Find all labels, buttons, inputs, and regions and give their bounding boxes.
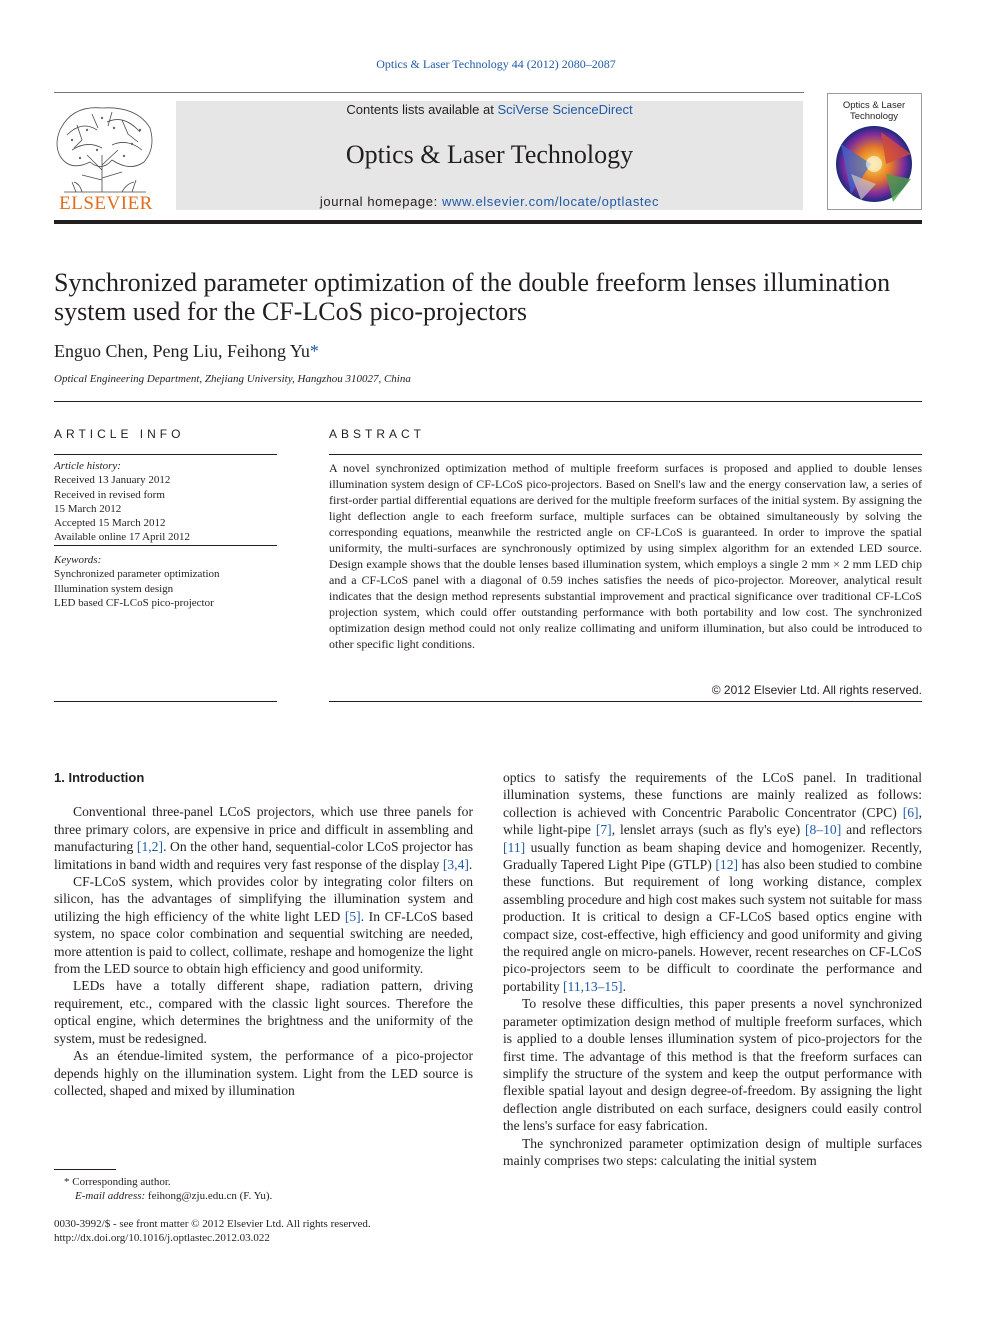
corresponding-author-mark[interactable]: * (309, 341, 319, 361)
body-paragraph (503, 769, 922, 995)
author-names: Enguo Chen, Peng Liu, Feihong Yu (54, 341, 310, 361)
homepage-line (176, 194, 803, 209)
paragraph-text: usually function as beam shaping device and homogenizer. Recently, Gradually Tapered Light Pipe (GTLP) (503, 839, 922, 873)
citation-link[interactable]: [12] (715, 857, 739, 873)
keywords-label: Keywords: (54, 554, 102, 566)
body-paragraph (54, 873, 473, 977)
article-info-rule-bottom (54, 701, 277, 702)
header-top-rule (54, 92, 804, 93)
article-info-rule-top (54, 454, 277, 455)
section-heading: 1. Introduction (54, 770, 145, 785)
body-paragraph (503, 995, 922, 1134)
paragraph-text: , while light-pipe (503, 804, 922, 838)
body-paragraph (54, 1047, 473, 1099)
history-item: 15 March 2012 (54, 502, 122, 515)
corresponding-footnote: * Corresponding author. (64, 1176, 171, 1188)
citation-link[interactable]: [11,13–15] (563, 978, 623, 994)
paragraph-text: The synchronized parameter optimization design of multiple surfaces mainly comprises two steps: calculating the initial system (503, 1135, 922, 1168)
keyword-item: LED based CF-LCoS pico-projector (54, 596, 214, 609)
email-value[interactable]: feihong@zju.edu.cn (F. Yu). (145, 1190, 273, 1202)
paragraph-text: CF-LCoS system, which provides color by integrating color filters on silicon, has the advantages of simplifying the illumination system and utilizing the high efficiency of the white light LED (54, 874, 473, 924)
authors (54, 341, 319, 362)
citation-link[interactable]: [3,4] (442, 856, 469, 872)
header-thick-rule (54, 220, 922, 224)
homepage-prefix: journal homepage: (319, 194, 443, 209)
history-item: Available online 17 April 2012 (54, 531, 191, 544)
abstract-text: A novel synchronized optimization method of multiple freeform surfaces is proposed and applied to double lenses illumination system design of CF-LCoS pico-projectors. Based on Snell's law and the energy conservation law, a series of first-order partial differential equations are derived for the multiple freeform surfaces of the initial system. By assigning the light deflection angle to each freeform surface, multiple surfaces can be obtained simultaneously by solving the corresponding equations, meanwhile the restricted angle on CF-LCoS is guaranteed. In order to improve the spatial uniformity, the multi-surfaces are synchronously optimized by using simplex algorithm for an extended LED source. Design example shows that the double lenses based illumination system, which employs a single 2 mm × 2 mm LED chip and a CF-LCoS panel with a diagonal of 0.59 inches satisfies the needs of pico-projector. Moreover, analytical result indicates that the design method represents substantial improvement and practical significance over traditional CF-LCoS projection system, which could offer outstanding performance with both portability and low cost. The synchronized optimization design method could not only realize collimating and uniform illumination, but also could be introduced to other specific light conditions. (329, 461, 922, 651)
email-label: E-mail address: (75, 1190, 146, 1202)
abstract-heading: ABSTRACT (329, 427, 426, 441)
journal-reference[interactable]: Optics & Laser Technology 44 (2012) 2080–2087 (376, 57, 616, 71)
citation-link[interactable]: [1,2] (136, 839, 163, 855)
cover-art-image-icon (831, 124, 917, 208)
paragraph-text: LEDs have a totally different shape, radiation pattern, driving requirement, etc., compared with the classic light sources. Therefore the optical engine, which determines the brightness and the uniformity of the system, must be redesigned. (54, 978, 473, 1046)
paragraph-text: optics to satisfy the requirements of the LCoS panel. In traditional illumination systems, these functions are mainly realized as follows: collection is achieved with Concentric Parabolic Concentrator (CPC) (503, 770, 922, 820)
contents-line (176, 102, 803, 117)
journal-title: Optics & Laser Technology (345, 140, 634, 169)
paragraph-text: and reflectors (841, 822, 922, 838)
article-info-rule-mid (54, 545, 277, 546)
keyword-item: Synchronized parameter optimization (54, 568, 220, 581)
citation-link[interactable]: [7] (595, 822, 612, 838)
cover-title: Optics & Laser Technology (842, 100, 906, 122)
copyright: © 2012 Elsevier Ltd. All rights reserved. (711, 683, 922, 697)
body-right-column (503, 769, 922, 1169)
history-item: Accepted 15 March 2012 (54, 517, 166, 530)
email-footnote (75, 1189, 495, 1203)
keywords (54, 553, 277, 610)
sciencedirect-link[interactable]: SciVerse ScienceDirect (497, 102, 633, 117)
paragraph-text: To resolve these difficulties, this paper presents a novel synchronized parameter optimization design method of multiple freeform surfaces, which is applied to a double lenses illumination system of pico-projectors for the first time. The advantage of this method is that the freeform surfaces can simplify the structure of the system and keep the output performance with flexible spatial layout and design degree-of-freedom. By assigning the light deflection angle distributed on each surface, designers could easily control the lens's surface for easy fabrication. (503, 996, 922, 1134)
right-paragraphs (503, 769, 922, 1169)
footnote-rule (54, 1169, 116, 1170)
paragraph-text: . (468, 856, 473, 872)
article-info-heading: ARTICLE INFO (54, 427, 185, 441)
abstract-rule-top (329, 454, 922, 455)
citation-link[interactable]: [11] (503, 839, 526, 855)
paragraph-text: As an étendue-limited system, the performance of a pico-projector depends highly on the illumination system. Light from the LED source is collected, shaped and mixed by illumination (54, 1048, 473, 1098)
paper-title: Synchronized parameter optimization of the double freeform lenses illumination system used for the CF-LCoS pico-projectors (54, 268, 891, 326)
paragraph-text: . In CF-LCoS based system, no space color combination and sequential switching are needed, more attention is paid to collect, collimate, reshape and homogenize the light from the LED source to obtain high efficiency and good uniformity. (54, 908, 473, 977)
affiliation: Optical Engineering Department, Zhejiang University, Hangzhou 310027, China (54, 373, 411, 385)
issn-line: 0030-3992/$ - see front matter © 2012 Elsevier Ltd. All rights reserved. (54, 1218, 371, 1230)
elsevier-logo-text: ELSEVIER (59, 193, 153, 214)
citation-link[interactable]: [5] (344, 908, 361, 924)
history-item: Received in revised form (54, 488, 165, 501)
body-paragraph (503, 1135, 922, 1170)
paragraph-text: has also been studied to combine these functions. But requirement of long working distance, complex assembling procedure and high cost makes such system not suitable for mass production. It is critical to design a CF-LCoS based optics engine with compact size, cost-effective, high efficiency and good uniformity and giving the required angle on micro-panels. However, recent researches on CF-LCoS pico-projectors seem to be difficult to coordinate the performance and portability (503, 857, 922, 994)
doi-link[interactable]: http://dx.doi.org/10.1016/j.optlastec.2012.03.022 (54, 1232, 270, 1244)
contents-prefix: Contents lists available at (346, 102, 498, 117)
body-paragraph (54, 803, 473, 873)
paragraph-text: . On the other hand, sequential-color LCoS projector has limitations in band width and requires very fast response of the display (54, 839, 473, 872)
article-history (54, 459, 277, 545)
citation-link[interactable]: [6] (902, 804, 919, 820)
history-item: Received 13 January 2012 (54, 474, 171, 487)
paragraph-text: , lenslet arrays (such as fly's eye) (611, 822, 806, 838)
history-label: Article history: (54, 460, 121, 472)
keyword-item: Illumination system design (54, 582, 174, 595)
title-divider (54, 401, 922, 402)
paragraph-text: Conventional three-panel LCoS projectors, which use three panels for three primary colors, are expensive in price and difficult in assembling and manufacturing (54, 804, 473, 855)
citation-link[interactable]: [8–10] (805, 822, 842, 838)
abstract-rule-bottom (329, 701, 922, 702)
paragraph-text: . (622, 978, 626, 994)
body-paragraph (54, 977, 473, 1047)
left-paragraphs (54, 803, 473, 1099)
homepage-link[interactable]: www.elsevier.com/locate/optlastec (442, 194, 660, 209)
body-left-column (54, 769, 473, 1099)
